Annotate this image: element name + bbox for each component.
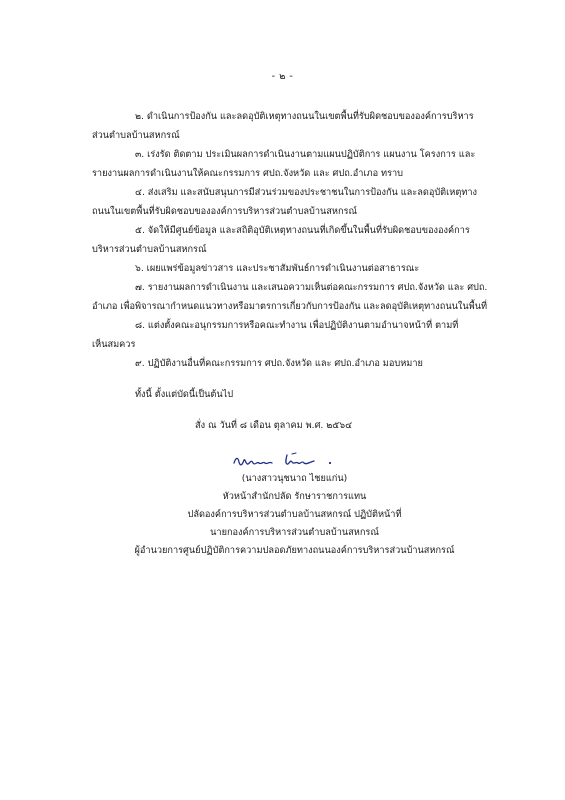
order-date: สั่ง ณ วันที่ ๘ เดือน ตุลาคม พ.ศ. ๒๕๖๔: [195, 420, 353, 431]
item-4-line-2: ถนนในเขตพื้นที่รับผิดชอบขององค์การบริหารส่วนตำบลบ้านสหกรณ์: [92, 206, 357, 217]
signer-title-3: นายกองค์การบริหารส่วนตำบลบ้านสหกรณ์: [210, 527, 379, 538]
effective-clause: ทั้งนี้ ตั้งแต่บัดนี้เป็นต้นไป: [135, 389, 234, 400]
item-7-line-2: อำเภอ เพื่อพิจารณากำหนดแนวทางหรือมาตรการเกี่ยวกับการป้องกัน และลดอุบัติเหตุทางถนนในพื้นที่: [92, 301, 488, 312]
page-number: - ๒ -: [271, 71, 294, 82]
item-3-line-2: รายงานผลการดำเนินงานให้คณะกรรมการ ศปถ.จังหวัด และ ศปถ.อำเภอ ทราบ: [92, 168, 404, 179]
item-2-line-2: ส่วนตำบลบ้านสหกรณ์: [92, 130, 180, 141]
item-8-line-1: ๘. แต่งตั้งคณะอนุกรรมการหรือคณะทำงาน เพื่อปฏิบัติงานตามอำนาจหน้าที่ ตามที่: [135, 320, 459, 331]
item-5-line-1: ๕. จัดให้มีศูนย์ข้อมูล และสถิติอุบัติเหตุทางถนนที่เกิดขึ้นในพื้นที่รับผิดชอบขององค์การ: [135, 225, 470, 236]
item-9-line-1: ๙. ปฏิบัติงานอื่นที่คณะกรรมการ ศปถ.จังหวัด และ ศปถ.อำเภอ มอบหมาย: [135, 358, 423, 369]
item-5-line-2: บริหารส่วนตำบลบ้านสหกรณ์: [92, 244, 207, 255]
item-2-line-1: ๒. ดำเนินการป้องกัน และลดอุบัติเหตุทางถนนในเขตพื้นที่รับผิดชอบขององค์การบริหาร: [135, 111, 474, 122]
signer-title-4: ผู้อำนวยการศูนย์ปฏิบัติการความปลอดภัยทางถนนองค์การบริหารส่วนบ้านสหกรณ์: [134, 545, 455, 556]
signer-title-1: หัวหน้าสำนักปลัด รักษาราชการแทน: [222, 491, 367, 502]
signer-name: (นางสาวนุชนาถ ไชยแก่น): [241, 473, 348, 484]
item-4-line-1: ๔. ส่งเสริม และสนับสนุนการมีส่วนร่วมของประชาชนในการป้องกัน และลดอุบัติเหตุทาง: [135, 187, 478, 198]
item-8-line-2: เห็นสมควร: [92, 339, 136, 350]
item-3-line-1: ๓. เร่งรัด ติดตาม ประเมินผลการดำเนินงานตามแผนปฏิบัติการ แผนงาน โครงการ และ: [135, 149, 476, 160]
handwritten-signature: [232, 449, 352, 471]
signer-title-2: ปลัดองค์การบริหารส่วนตำบลบ้านสหกรณ์ ปฏิบัติหน้าที่: [187, 509, 402, 520]
item-7-line-1: ๗. รายงานผลการดำเนินงาน และเสนอความเห็นต่อคณะกรรมการ ศปถ.จังหวัด และ ศปถ.: [135, 282, 488, 293]
item-6-line-1: ๖. เผยแพร่ข้อมูลข่าวสาร และประชาสัมพันธ์การดำเนินงานต่อสาธารณะ: [135, 263, 420, 274]
